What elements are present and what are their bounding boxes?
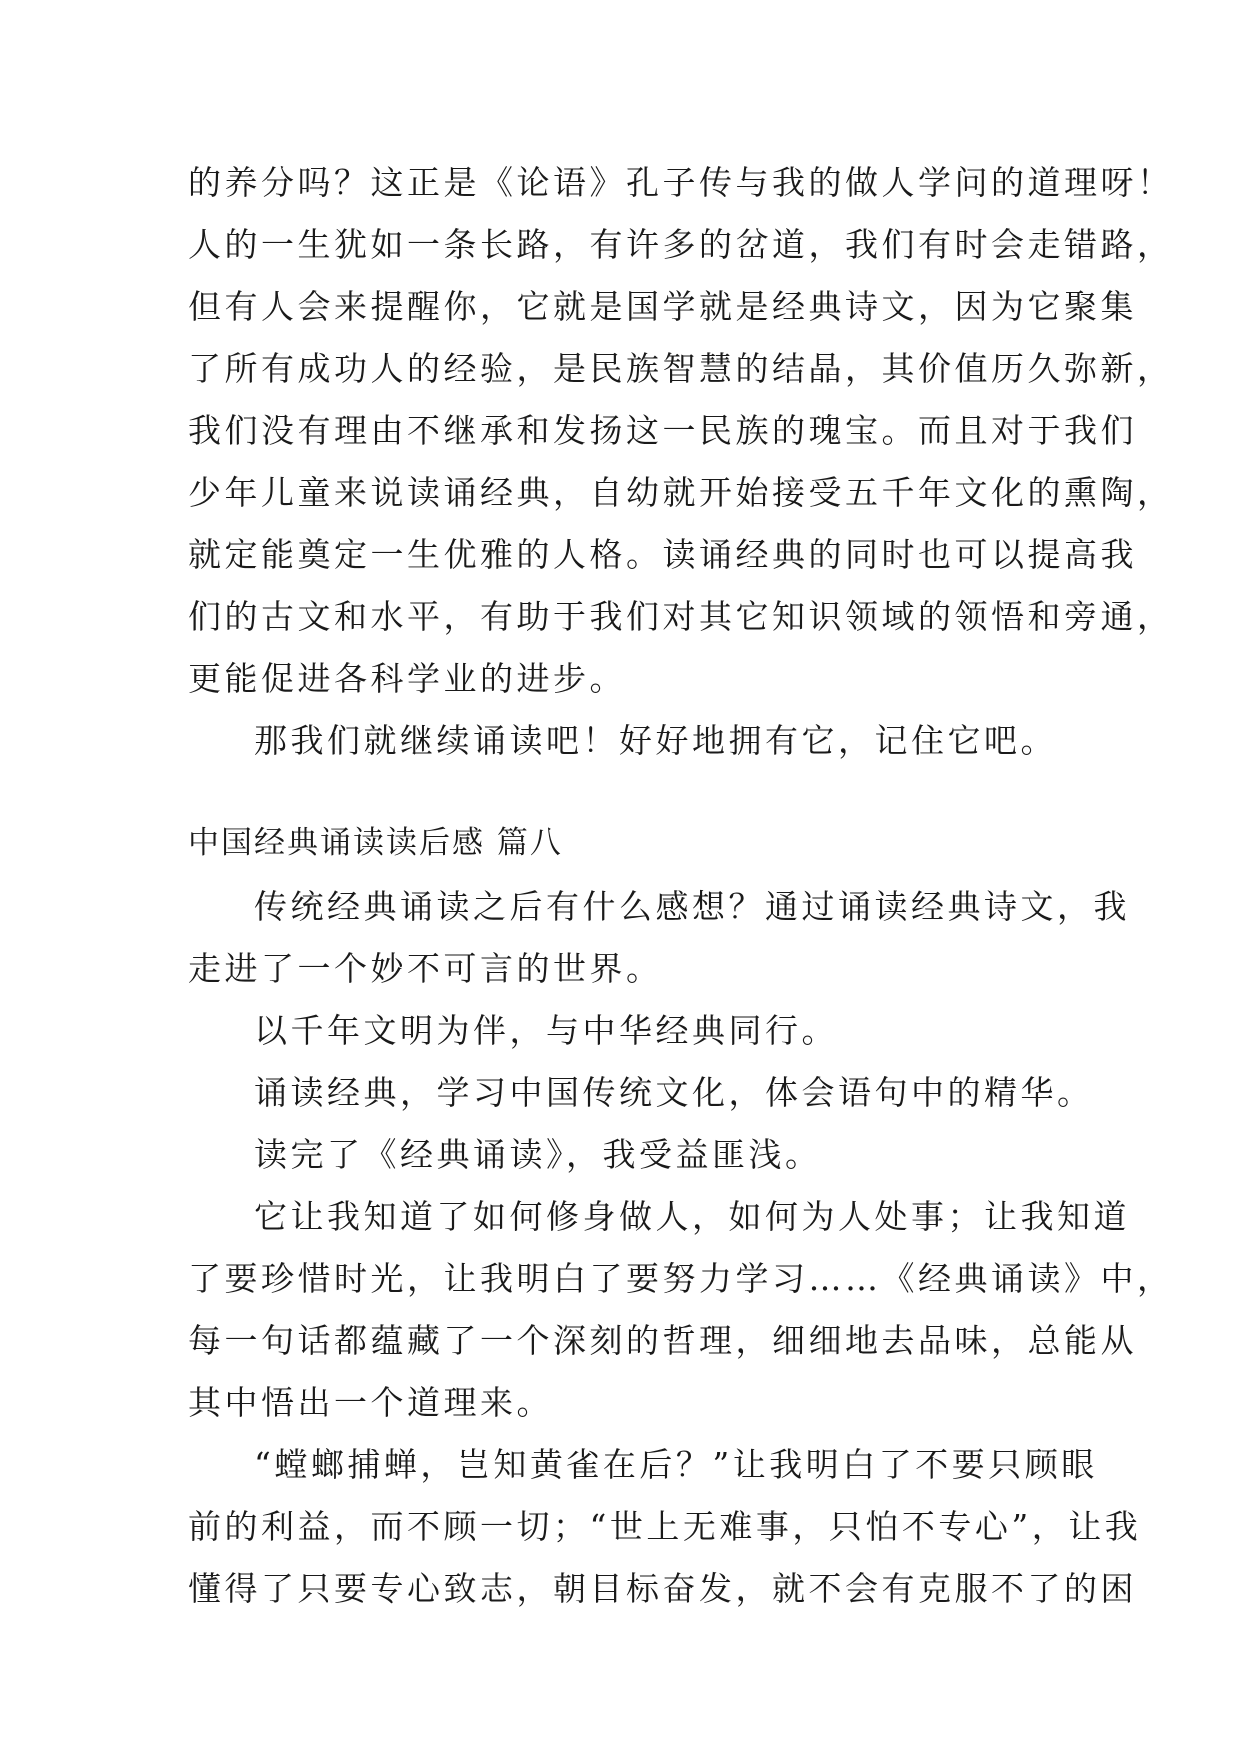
paragraph-line: 少年儿童来说读诵经典，自幼就开始接受五千年文化的熏陶，	[188, 473, 1174, 512]
paragraph-line: 传统经典诵读之后有什么感想？通过诵读经典诗文，我	[254, 887, 1130, 926]
paragraph-line: 们的古文和水平，有助于我们对其它知识领域的领悟和旁通，	[188, 597, 1174, 636]
paragraph-line: 了所有成功人的经验，是民族智慧的结晶，其价值历久弥新，	[188, 349, 1174, 388]
paragraph-line: 其中悟出一个道理来。	[188, 1383, 553, 1422]
paragraph-line: 它让我知道了如何修身做人，如何为人处事；让我知道	[254, 1197, 1130, 1236]
paragraph-line: 前的利益，而不顾一切；“世上无难事，只怕不专心”，让我	[188, 1507, 1142, 1546]
paragraph-line: 走进了一个妙不可言的世界。	[188, 949, 663, 988]
paragraph-line: 那我们就继续诵读吧！好好地拥有它，记住它吧。	[254, 721, 1057, 760]
paragraph-line: 诵读经典，学习中国传统文化，体会语句中的精华。	[254, 1073, 1094, 1112]
paragraph-line: 以千年文明为伴，与中华经典同行。	[254, 1011, 838, 1050]
paragraph-line: 更能促进各科学业的进步。	[188, 659, 626, 698]
paragraph-line: 我们没有理由不继承和发扬这一民族的瑰宝。而且对于我们	[188, 411, 1137, 450]
paragraph-line: 人的一生犹如一条长路，有许多的岔道，我们有时会走错路，	[188, 225, 1174, 264]
paragraph-line: 但有人会来提醒你，它就是国学就是经典诗文，因为它聚集	[188, 287, 1137, 326]
paragraph-line: 懂得了只要专心致志，朝目标奋发，就不会有克服不了的困	[188, 1569, 1137, 1608]
section-heading: 中国经典诵读读后感 篇八	[188, 825, 563, 861]
paragraph-line: 每一句话都蕴藏了一个深刻的哲理，细细地去品味，总能从	[188, 1321, 1137, 1360]
paragraph-line: 就定能奠定一生优雅的人格。读诵经典的同时也可以提高我	[188, 535, 1137, 574]
paragraph-line: 的养分吗？这正是《论语》孔子传与我的做人学问的道理呀！	[188, 163, 1174, 202]
paragraph-line: “螳螂捕蝉，岂知黄雀在后？”让我明白了不要只顾眼	[254, 1445, 1098, 1484]
paragraph-line: 读完了《经典诵读》，我受益匪浅。	[254, 1135, 822, 1174]
paragraph-line: 了要珍惜时光，让我明白了要努力学习……《经典诵读》中，	[188, 1259, 1174, 1298]
